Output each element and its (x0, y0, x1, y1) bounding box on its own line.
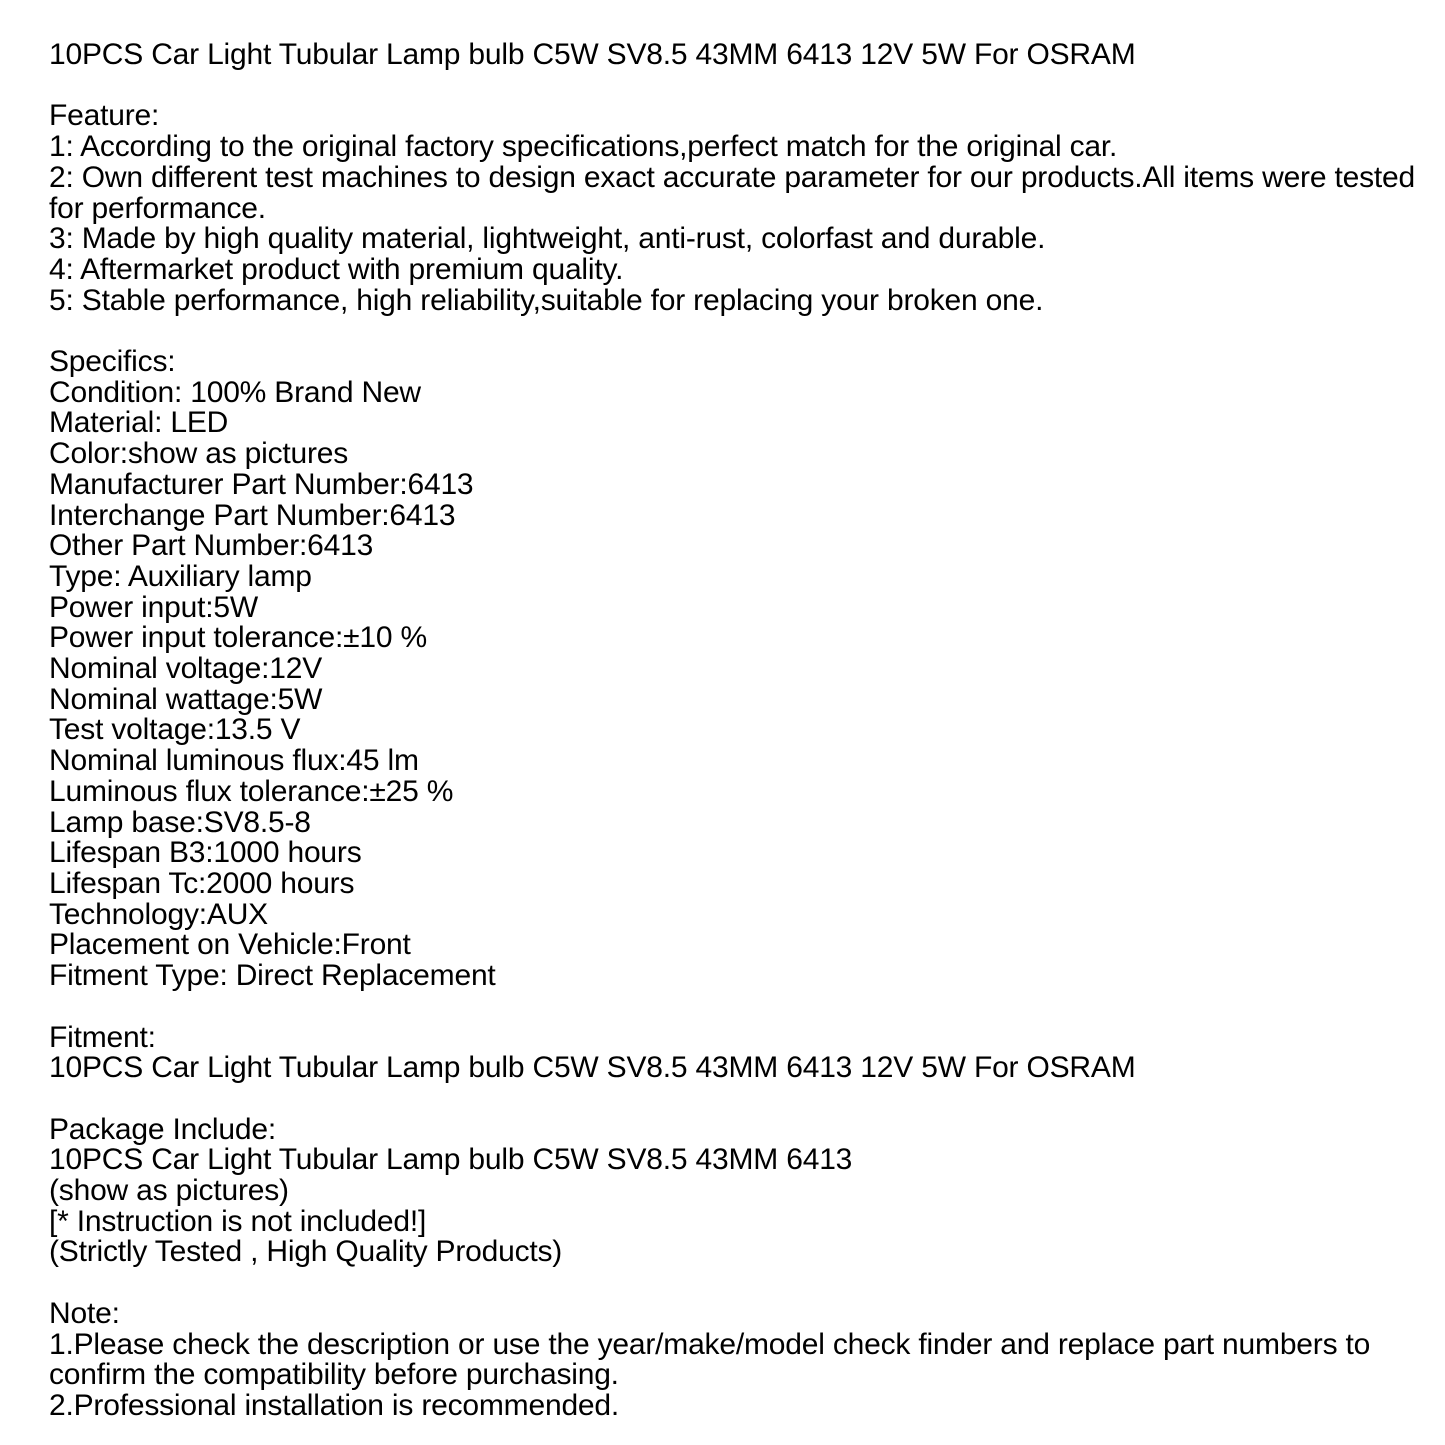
document-sections (49, 71, 1415, 1422)
section-heading-specifics: Specifics: (49, 345, 176, 379)
text-line: 5: Stable performance, high reliability,suitable for replacing your broken one. (49, 283, 1044, 317)
text-line: Test voltage:13.5 V (49, 713, 301, 747)
text-line: 10PCS Car Light Tubular Lamp bulb C5W SV8.5 43MM 6413 12V 5W For OSRAM (49, 1051, 1136, 1085)
text-line: for performance. (49, 191, 266, 225)
text-line: Material: LED (49, 406, 229, 440)
blank-line (49, 992, 1405, 1023)
blank-line (49, 1084, 1405, 1115)
text-line: Condition: 100% Brand New (49, 375, 421, 409)
text-line: confirm the compatibility before purchasing. (49, 1358, 619, 1392)
text-line: [* Instruction is not included!] (49, 1204, 427, 1238)
text-line: 4: Aftermarket product with premium quality. (49, 252, 624, 286)
blank-line (49, 316, 1405, 347)
text-line: Lifespan B3:1000 hours (49, 836, 362, 870)
text-line: 1.Please check the description or use the year/make/model check finder and replace part numbers to (49, 1327, 1371, 1361)
text-line: 10PCS Car Light Tubular Lamp bulb C5W SV8.5 43MM 6413 (49, 1143, 853, 1177)
blank-line (49, 71, 1405, 102)
text-line: Power input:5W (49, 590, 258, 624)
text-line: Color:show as pictures (49, 437, 349, 471)
text-line: Technology:AUX (49, 897, 268, 931)
text-line: Manufacturer Part Number:6413 (49, 467, 474, 501)
text-line: (show as pictures) (49, 1174, 289, 1208)
product-title: 10PCS Car Light Tubular Lamp bulb C5W SV8.5 43MM 6413 12V 5W For OSRAM (49, 38, 1136, 71)
text-line: Interchange Part Number:6413 (49, 498, 456, 532)
text-line: 3: Made by high quality material, lightweight, anti-rust, colorfast and durable. (49, 222, 1046, 256)
blank-line (49, 1268, 1405, 1299)
text-line: (Strictly Tested , High Quality Products) (49, 1235, 563, 1269)
section-heading-package-include: Package Include: (49, 1112, 276, 1146)
text-line: Placement on Vehicle:Front (49, 928, 411, 962)
text-line: Lamp base:SV8.5-8 (49, 805, 311, 839)
product-description-document (49, 38, 1415, 1422)
section-heading-note: Note: (49, 1296, 120, 1330)
text-line: Nominal luminous flux:45 lm (49, 744, 419, 778)
text-line: Type: Auxiliary lamp (49, 559, 312, 593)
text-line: Fitment Type: Direct Replacement (49, 959, 496, 993)
text-line: Nominal voltage:12V (49, 652, 323, 686)
section-heading-feature: Feature: (49, 99, 160, 133)
text-line: Power input tolerance:±10 % (49, 621, 427, 655)
text-line: Other Part Number:6413 (49, 529, 374, 563)
text-line: Luminous flux tolerance:±25 % (49, 774, 454, 808)
text-line: Lifespan Tc:2000 hours (49, 866, 355, 900)
text-line: 2: Own different test machines to design exact accurate parameter for our products.All items were tested (49, 160, 1415, 194)
text-line: 2.Professional installation is recommended. (49, 1388, 620, 1422)
text-line: 1: According to the original factory specifications,perfect match for the original car. (49, 130, 1118, 164)
text-line: Nominal wattage:5W (49, 682, 323, 716)
section-heading-fitment: Fitment: (49, 1020, 156, 1054)
